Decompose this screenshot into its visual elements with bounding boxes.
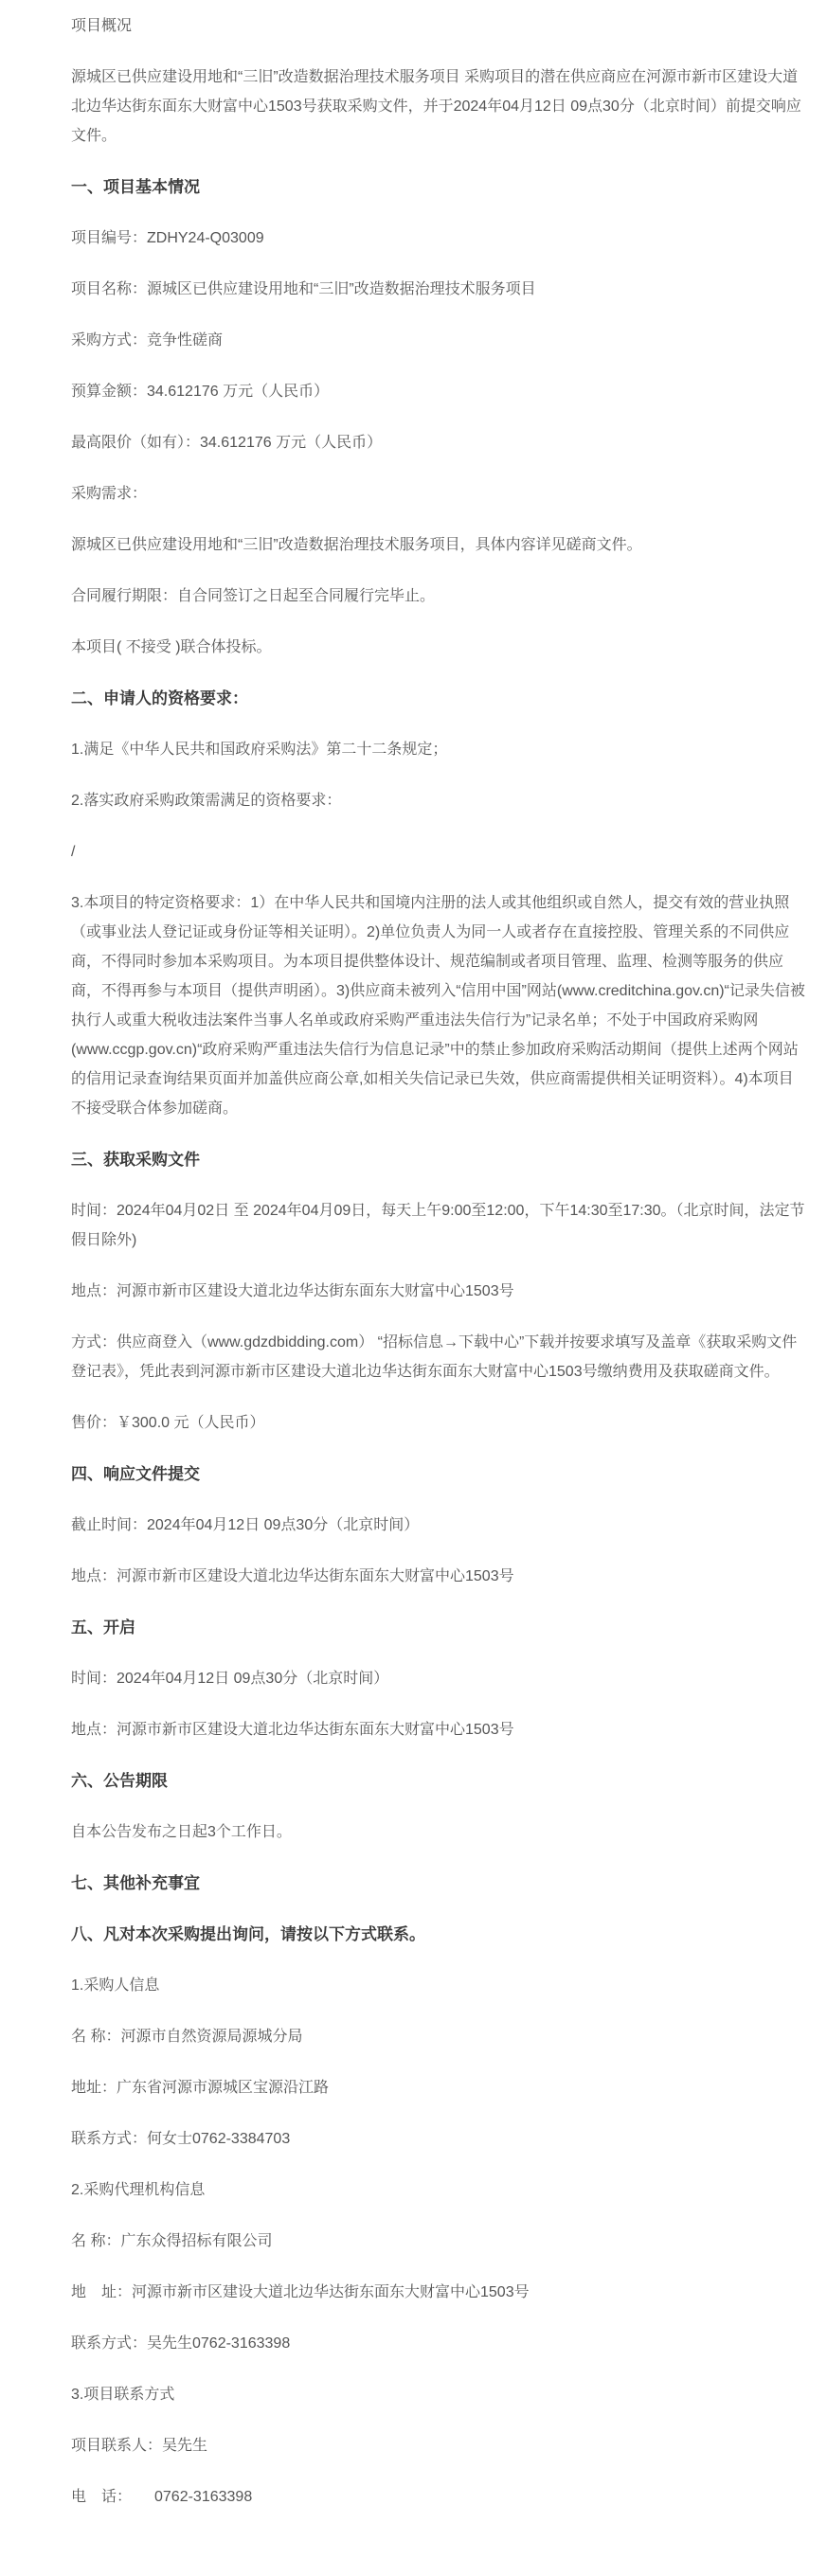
- section-heading-other-matters: 七、其他补充事宜: [71, 1874, 200, 1892]
- qualification-item-1: 1.满足《中华人民共和国政府采购法》第二十二条规定；: [71, 742, 448, 758]
- project-contact-person: 项目联系人：吴先生: [71, 2438, 208, 2454]
- procurement-method: 采购方式：竞争性磋商: [71, 332, 224, 349]
- announcement-document: [0, 11, 827, 2562]
- submission-deadline: 截止时间：2024年04月12日 09点30分（北京时间）: [71, 1517, 420, 1533]
- purchaser-contact: 联系方式：何女士0762-3384703: [71, 2131, 291, 2147]
- opening-location: 地点：河源市新市区建设大道北边华达街东面东大财富中心1503号: [71, 1722, 514, 1738]
- project-name: 项目名称：源城区已供应建设用地和“三旧”改造数据治理技术服务项目: [71, 281, 536, 297]
- obtain-method: 方式：供应商登入（www.gdzdbidding.com） “招标信息→下载中心”下载并按要求填写及盖章《获取采购文件登记表》，凭此表到河源市新市区建设大道北边华达街东面东大财富中心1503号缴纳费用及获取磋商文件。: [71, 1334, 798, 1380]
- procurement-demand-label: 采购需求：: [71, 486, 148, 502]
- section-heading-basic-info: 一、项目基本情况: [71, 178, 200, 196]
- qualification-item-2-value: /: [71, 844, 76, 860]
- obtain-location: 地点：河源市新市区建设大道北边华达街东面东大财富中心1503号: [71, 1283, 514, 1299]
- procurement-demand-detail: 源城区已供应建设用地和“三旧”改造数据治理技术服务项目，具体内容详见磋商文件。: [71, 537, 642, 553]
- purchaser-address: 地址：广东省河源市源城区宝源沿江路: [71, 2080, 330, 2096]
- agency-address: 地 址：河源市新市区建设大道北边华达街东面东大财富中心1503号: [71, 2284, 530, 2300]
- doc-intro-paragraph: 源城区已供应建设用地和“三旧”改造数据治理技术服务项目 采购项目的潜在供应商应在河源市新市区建设大道北边华达街东面东大财富中心1503号获取采购文件，并于2024年04月12日 09点30分（北京时间）前提交响应文件。: [71, 69, 801, 144]
- obtain-time: 时间：2024年04月02日 至 2024年04月09日，每天上午9:00至12:00，下午14:30至17:30。（北京时间，法定节假日除外): [71, 1203, 805, 1248]
- qualification-item-3: 3.本项目的特定资格要求：1）在中华人民共和国境内注册的法人或其他组织或自然人，提交有效的营业执照（或事业法人登记证或身份证等相关证明）。2)单位负责人为同一人或者存在直接控股、管理关系的不同供应商，不得同时参加本采购项目。为本项目提供整体设计、规范编制或者项目管理、监理、检测等服务的供应商，不得再参与本项目（提供声明函）。3)供应商未被列入“信用中国”网站(www.creditchina.gov.cn)“记录失信被执行人或重大税收违法案件当事人名单或政府采购严重违法失信行为”记录名单；不处于中国政府采购网(www.ccgp.gov.cn)“政府采购严重违法失信行为信息记录”中的禁止参加政府采购活动期间（提供上述两个网站的信用记录查询结果页面并加盖供应商公章,如相关失信记录已失效，供应商需提供相关证明资料）。4)本项目不接受联合体参加磋商。: [71, 895, 805, 1117]
- qualification-item-2: 2.落实政府采购政策需满足的资格要求：: [71, 793, 342, 809]
- purchaser-name: 名 称：河源市自然资源局源城分局: [71, 2029, 303, 2045]
- submission-location: 地点：河源市新市区建设大道北边华达街东面东大财富中心1503号: [71, 1568, 514, 1584]
- opening-time: 时间：2024年04月12日 09点30分（北京时间）: [71, 1671, 389, 1687]
- budget-amount: 预算金额：34.612176 万元（人民币）: [71, 384, 330, 400]
- section-heading-announcement-period: 六、公告期限: [71, 1772, 168, 1790]
- project-contact-label: 3.项目联系方式: [71, 2387, 175, 2403]
- project-number: 项目编号：ZDHY24-Q03009: [71, 230, 264, 246]
- contract-period: 合同履行期限：自合同签订之日起至合同履行完毕止。: [71, 588, 436, 604]
- announcement-period: 自本公告发布之日起3个工作日。: [71, 1824, 292, 1840]
- purchaser-info-label: 1.采购人信息: [71, 1977, 160, 1994]
- agency-name: 名 称：广东众得招标有限公司: [71, 2233, 273, 2249]
- doc-overview-title: 项目概况: [71, 18, 133, 34]
- document-price: 售价：￥300.0 元（人民币）: [71, 1415, 265, 1431]
- section-heading-response-submission: 四、响应文件提交: [71, 1465, 200, 1483]
- section-heading-opening: 五、开启: [71, 1619, 135, 1637]
- agency-contact: 联系方式：吴先生0762-3163398: [71, 2335, 291, 2352]
- section-heading-obtain-documents: 三、获取采购文件: [71, 1151, 200, 1169]
- agency-info-label: 2.采购代理机构信息: [71, 2182, 206, 2198]
- consortium-bid-note: 本项目( 不接受 )联合体投标。: [71, 639, 272, 655]
- section-heading-contact: 八、凡对本次采购提出询问，请按以下方式联系。: [71, 1925, 425, 1943]
- max-price: 最高限价（如有）：34.612176 万元（人民币）: [71, 435, 383, 451]
- project-contact-phone: 电 话： 0762-3163398: [71, 2489, 253, 2505]
- section-heading-qualification: 二、申请人的资格要求：: [71, 689, 248, 707]
